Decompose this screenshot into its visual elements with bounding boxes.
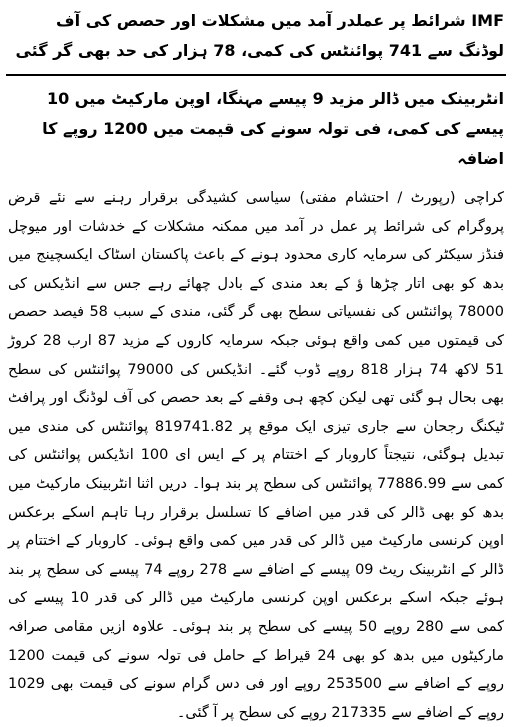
divider xyxy=(6,74,506,76)
article-body: کراچی (رپورٹ / احتشام مفتی) سیاسی کشیدگی برقرار رہنے سے نئے قرض پروگرام کی شرائط پر عمل در آمد میں ممکنہ مشکلات کے خدشات اور میوچل فنڈز سیکٹر کی سرمایہ کاری محدود ہونے کے باعث پاکستان اسٹاک ایکسچینج میں بدھ کو بھی اتار چڑھا ؤ کے بعد مندی کے بادل چھائے رہے جس سے انڈیکس کی 78000 پوائنٹس کی نفسیاتی سطح بھی گر گئی، مندی کے سبب 58 فیصد حصص کی قیمتوں میں کمی واقع ہوئی جبکہ سرمایہ کاروں کے مزید 87 ارب 28 کروڑ 51 لاکھ 74 ہزار 818 روپے ڈوب گئے۔ انڈیکس کی 79000 پوائنٹس کی سطح بھی بحال ہو گئی تھی لیکن کچھ ہی وقفے کے بعد حصص کی آف لوڈنگ اور پرافٹ ٹیکنگ رجحان سے جاری تیزی ایک موقع پر 819741.82 پوائنٹس کی مندی میں تبدیل ہوگئی، نتیجتاً کاروبار کے اختتام پر کے ایس ای 100 انڈیکس پوائنٹس کی کمی سے 77886.99 پوائنٹس کی سطح پر بند ہوا۔ دریں اثنا انٹربینک مارکیٹ میں بدھ کو بھی ڈالر کی قدر میں اضافے کا تسلسل برقرار رہا تاہم اسکے برعکس اوپن کرنسی مارکیٹ میں ڈالر کی قدر میں کمی واقع ہوئی۔ کاروبار کے اختتام پر ڈالر کے انٹربینک ریٹ 09 پیسے کے اضافے سے 278 روپے 74 پیسے کی سطح پر بند ہوئے جبکہ اسکے برعکس اوپن کرنسی مارکیٹ میں ڈالر کی قدر 10 پیسے کی کمی سے 280 روپے 50 پیسے کی سطح پر بند ہوئی۔ علاوہ ازیں مقامی صرافہ مارکیٹوں میں بدھ کو بھی 24 قیراط کے حامل فی تولہ سونے کی قیمت 1200 روپے کے اضافے سے 253500 روپے اور فی دس گرام سونے کی قیمت بھی 1029 روپے کے اضافے سے 217335 روپے کی سطح پر آ گئی۔ xyxy=(8,190,504,721)
article-headline: IMF شرائط پر عملدر آمد میں مشکلات اور حصص کی آف لوڈنگ سے 741 پوائنٹس کی کمی، 78 ہزار کی حد بھی گر گئی xyxy=(15,11,504,60)
article-subheadline: انٹربینک میں ڈالر مزید 9 پیسے مہنگا، اوپن مارکیٹ میں 10 پیسے کی کمی، فی تولہ سونے کی قیمت میں 1200 روپے کا اضافہ xyxy=(42,89,504,168)
